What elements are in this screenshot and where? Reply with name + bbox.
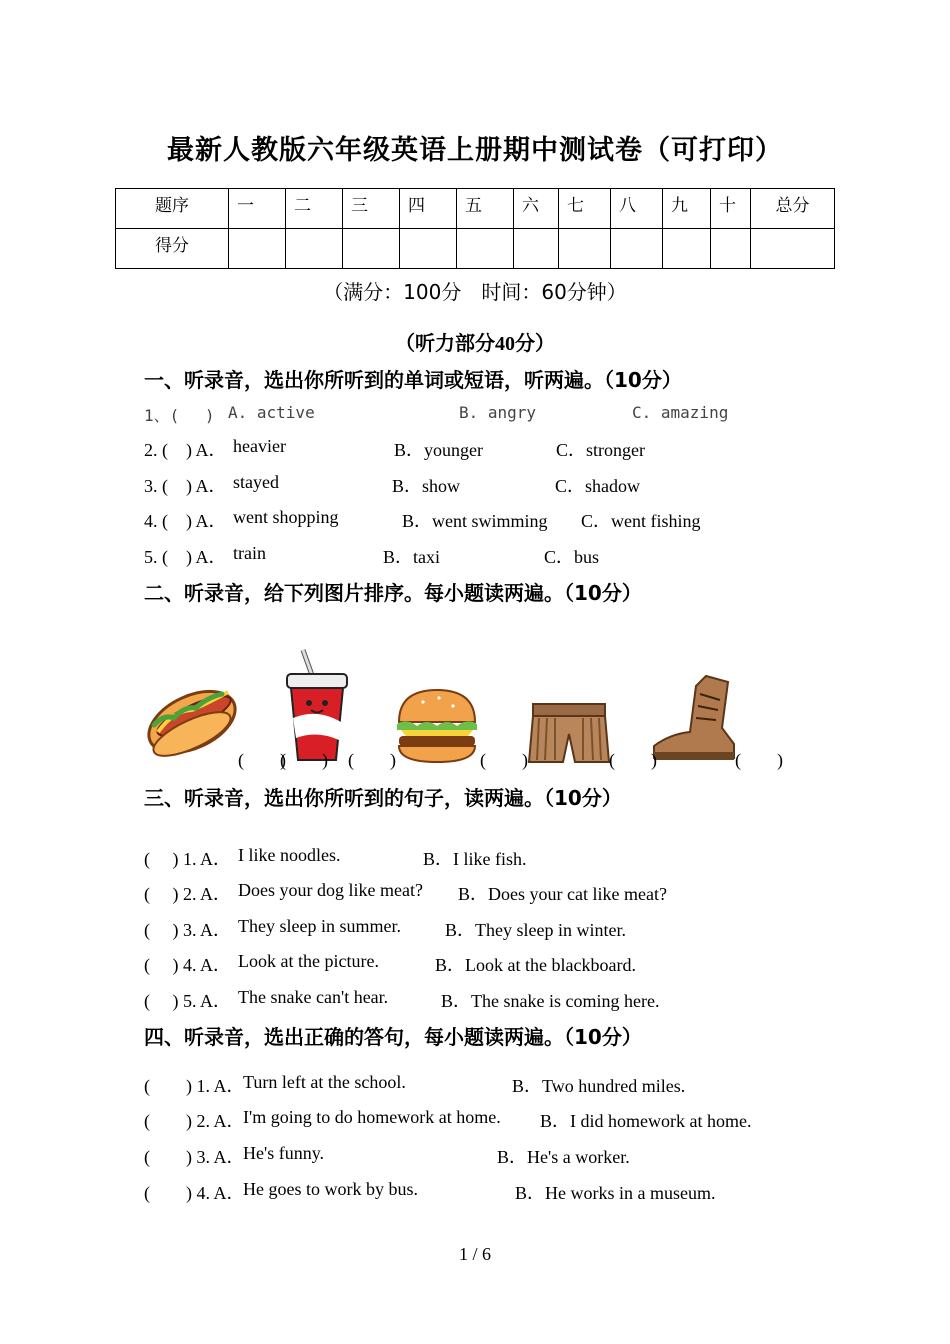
question-number: ( ) 3. A． bbox=[144, 920, 231, 940]
question-number: ( ) 1. A． bbox=[144, 849, 231, 869]
table-cell: 总分 bbox=[751, 189, 835, 229]
option-b: B．show bbox=[392, 476, 461, 496]
answer-blank[interactable]: ( ) bbox=[280, 750, 328, 770]
boots-picture bbox=[650, 672, 736, 764]
page-number: 1 / 6 bbox=[458, 1244, 491, 1264]
option-b: B．taxi bbox=[383, 547, 440, 567]
option-a: Look at the picture. bbox=[238, 951, 379, 971]
question-number: 1、( ) bbox=[144, 406, 215, 425]
option-b: B．Look at the blackboard. bbox=[435, 955, 636, 975]
table-cell: 五 bbox=[457, 189, 514, 229]
question-number: ( ) 5. A． bbox=[144, 991, 231, 1011]
option-c: C．shadow bbox=[555, 476, 640, 496]
question-number: 4. ( ) A． bbox=[144, 511, 227, 531]
score-cell[interactable] bbox=[514, 229, 559, 269]
option-b: B．He's a worker. bbox=[497, 1147, 630, 1167]
score-table-header-row bbox=[116, 189, 835, 229]
question-number: ( ) 2. A． bbox=[144, 884, 231, 904]
table-cell: 题序 bbox=[116, 189, 229, 229]
hamburger-picture bbox=[393, 688, 481, 764]
option-a: He's funny. bbox=[243, 1143, 325, 1163]
score-cell[interactable] bbox=[663, 229, 711, 269]
option-c: C．went fishing bbox=[581, 511, 701, 531]
score-cell[interactable] bbox=[400, 229, 457, 269]
table-cell: 六 bbox=[514, 189, 559, 229]
score-table bbox=[115, 188, 835, 269]
score-cell[interactable] bbox=[711, 229, 751, 269]
option-a: Does your dog like meat? bbox=[238, 880, 423, 900]
table-cell: 四 bbox=[400, 189, 457, 229]
score-cell[interactable] bbox=[343, 229, 400, 269]
score-cell[interactable] bbox=[611, 229, 663, 269]
option-a: went shopping bbox=[233, 507, 339, 527]
option-a: The snake can't hear. bbox=[238, 987, 389, 1007]
answer-blank[interactable]: ( ) bbox=[609, 750, 657, 770]
option-a: heavier bbox=[233, 436, 286, 456]
page-title: 最新人教版六年级英语上册期中测试卷（可打印） bbox=[167, 135, 783, 166]
option-b: B．younger bbox=[394, 440, 483, 460]
question-number: ( ) 4. A． bbox=[144, 1183, 245, 1203]
option-a: I like noodles. bbox=[238, 845, 341, 865]
option-a: They sleep in summer. bbox=[238, 916, 401, 936]
score-table-score-row bbox=[116, 229, 835, 269]
option-b: B．went swimming bbox=[402, 511, 548, 531]
hot-dog-picture bbox=[144, 680, 240, 760]
answer-blank[interactable]: ( ) bbox=[480, 750, 528, 770]
table-cell: 九 bbox=[663, 189, 711, 229]
question-number: ( ) 1. A． bbox=[144, 1076, 245, 1096]
question-number: ( ) 3. A． bbox=[144, 1147, 245, 1167]
option-a: stayed bbox=[233, 472, 279, 492]
score-cell[interactable] bbox=[457, 229, 514, 269]
option-b: B．He works in a museum. bbox=[515, 1183, 716, 1203]
option-c: C. amazing bbox=[632, 403, 729, 422]
option-a: I'm going to do homework at home. bbox=[243, 1107, 501, 1127]
option-b: B．I did homework at home. bbox=[540, 1111, 752, 1131]
section-heading: 四、听录音，选出正确的答句，每小题读两遍。（10分） bbox=[144, 1025, 642, 1049]
table-cell: 七 bbox=[559, 189, 611, 229]
table-cell: 三 bbox=[343, 189, 400, 229]
option-c: C．stronger bbox=[556, 440, 645, 460]
section-heading: 二、听录音，给下列图片排序。每小题读两遍。（10分） bbox=[144, 581, 642, 605]
option-a: Turn left at the school. bbox=[243, 1072, 406, 1092]
option-c: C．bus bbox=[544, 547, 600, 567]
part-title: （听力部分40分） bbox=[395, 333, 555, 355]
table-cell: 一 bbox=[229, 189, 286, 229]
section-heading: 三、听录音，选出你所听到的句子，读两遍。（10分） bbox=[144, 786, 622, 810]
option-b: B．Does your cat like meat? bbox=[458, 884, 667, 904]
score-cell[interactable] bbox=[286, 229, 343, 269]
score-cell[interactable] bbox=[751, 229, 835, 269]
option-b: B．I like fish. bbox=[423, 849, 527, 869]
option-b: B．Two hundred miles. bbox=[512, 1076, 686, 1096]
score-cell[interactable] bbox=[229, 229, 286, 269]
option-b: B. angry bbox=[459, 403, 537, 422]
question-number: ( ) 2. A． bbox=[144, 1111, 245, 1131]
answer-blank[interactable]: ( ) bbox=[238, 750, 286, 770]
option-a: He goes to work by bus. bbox=[243, 1179, 418, 1199]
question-number: 5. ( ) A． bbox=[144, 547, 227, 567]
question-number: 3. ( ) A． bbox=[144, 476, 227, 496]
score-cell[interactable] bbox=[559, 229, 611, 269]
table-cell: 八 bbox=[611, 189, 663, 229]
answer-blank[interactable]: ( ) bbox=[735, 750, 783, 770]
question-number: ( ) 4. A． bbox=[144, 955, 231, 975]
question-number: 2. ( ) A． bbox=[144, 440, 227, 460]
table-cell: 二 bbox=[286, 189, 343, 229]
table-cell: 十 bbox=[711, 189, 751, 229]
answer-blank[interactable]: ( ) bbox=[348, 750, 396, 770]
table-cell: 得分 bbox=[116, 229, 229, 269]
shorts-picture bbox=[527, 702, 611, 764]
option-b: B．They sleep in winter. bbox=[445, 920, 626, 940]
option-a: train bbox=[233, 543, 266, 563]
section-heading: 一、听录音，选出你所听到的单词或短语，听两遍。（10分） bbox=[144, 368, 682, 392]
option-b: B．The snake is coming here. bbox=[441, 991, 660, 1011]
exam-info: （满分：100分 时间：60分钟） bbox=[323, 280, 627, 304]
option-a: A. active bbox=[228, 403, 315, 422]
